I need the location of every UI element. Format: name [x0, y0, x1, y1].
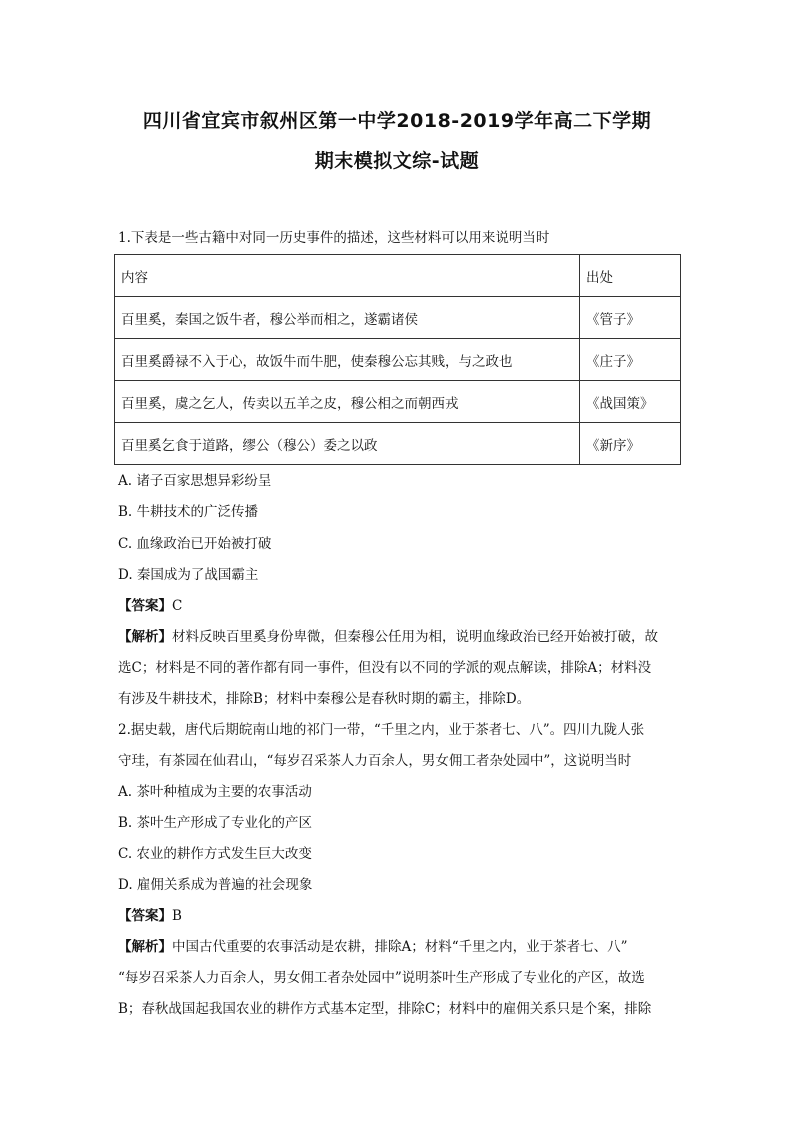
- table-cell-source: 《管子》: [580, 297, 681, 339]
- table-cell-content: 百里奚，虞之乞人，传卖以五羊之皮，穆公相之而朝西戎: [115, 381, 580, 423]
- q2-stem-line2: 守珪，有茶园在仙君山，“每岁召采茶人力百余人，男女佣工者杂处园中”，这说明当时: [118, 753, 632, 769]
- q1-analysis-line1: [118, 627, 688, 647]
- q1-analysis-line2: 选C；材料是不同的著作都有同一事件，但没有以不同的学派的观点解读，排除A；材料没: [118, 660, 652, 676]
- table-header-source: 出处: [580, 255, 681, 297]
- doc-title-line2: 期末模拟文综-试题: [314, 150, 480, 172]
- q1-answer: [118, 596, 688, 616]
- table-row: [115, 339, 681, 381]
- q2-option-b: B. 茶叶生产形成了专业化的产区: [118, 815, 313, 831]
- table-row: [115, 297, 681, 339]
- q2-analysis-line3: B；春秋战国起我国农业的耕作方式基本定型，排除C；材料中的雇佣关系只是个案，排除: [118, 1001, 652, 1017]
- q1-option-a: A. 诸子百家思想异彩纷呈: [118, 473, 272, 489]
- table-cell-content: 百里奚乞食于道路，缪公（穆公）委之以政: [115, 423, 580, 465]
- analysis-label: 【解析】: [118, 629, 172, 645]
- table-cell-source: 《战国策》: [580, 381, 681, 423]
- q2-option-d: D. 雇佣关系成为普遍的社会现象: [118, 877, 313, 893]
- answer-label: 【答案】: [118, 908, 172, 924]
- q1-stem: 1.下表是一些古籍中对同一历史事件的描述，这些材料可以用来说明当时: [118, 230, 550, 246]
- table-header-row: [115, 255, 681, 297]
- q2-stem-line1: 2.据史载，唐代后期皖南山地的祁门一带，“千里之内，业于茶者七、八”。四川九陇人张: [118, 722, 645, 738]
- table-cell-source: 《庄子》: [580, 339, 681, 381]
- answer-value: C: [172, 598, 183, 614]
- table-row: [115, 423, 681, 465]
- analysis-text: 中国古代重要的农事活动是农耕，排除A；材料“千里之内，业于茶者七、八”: [172, 939, 628, 955]
- q2-analysis-line2: “每岁召采茶人力百余人，男女佣工者杂处园中”说明茶叶生产形成了专业化的产区，故选: [118, 970, 645, 986]
- table-cell-content: 百里奚爵禄不入于心，故饭牛而牛肥，使秦穆公忘其贱，与之政也: [115, 339, 580, 381]
- q2-option-a: A. 茶叶种植成为主要的农事活动: [118, 784, 312, 800]
- doc-title-line1: 四川省宜宾市叙州区第一中学2018-2019学年高二下学期: [142, 110, 652, 132]
- q2-option-c: C. 农业的耕作方式发生巨大改变: [118, 846, 312, 862]
- q2-analysis-line1: [118, 937, 688, 957]
- analysis-label: 【解析】: [118, 939, 172, 955]
- q1-option-d: D. 秦国成为了战国霸主: [118, 567, 259, 583]
- q1-analysis-line3: 有涉及牛耕技术，排除B；材料中秦穆公是春秋时期的霸主，排除D。: [118, 691, 531, 707]
- table-row: [115, 381, 681, 423]
- table-header-content: 内容: [115, 255, 580, 297]
- answer-value: B: [172, 908, 182, 924]
- table-cell-content: 百里奚，秦国之饭牛者，穆公举而相之，遂霸诸侯: [115, 297, 580, 339]
- analysis-text: 材料反映百里奚身份卑微，但秦穆公任用为相，说明血缘政治已经开始被打破，故: [172, 629, 658, 645]
- answer-label: 【答案】: [118, 598, 172, 614]
- table-cell-source: 《新序》: [580, 423, 681, 465]
- q1-option-b: B. 牛耕技术的广泛传播: [118, 504, 259, 520]
- q1-source-table: [114, 254, 681, 465]
- q2-answer: [118, 906, 688, 926]
- q1-option-c: C. 血缘政治已开始被打破: [118, 536, 272, 552]
